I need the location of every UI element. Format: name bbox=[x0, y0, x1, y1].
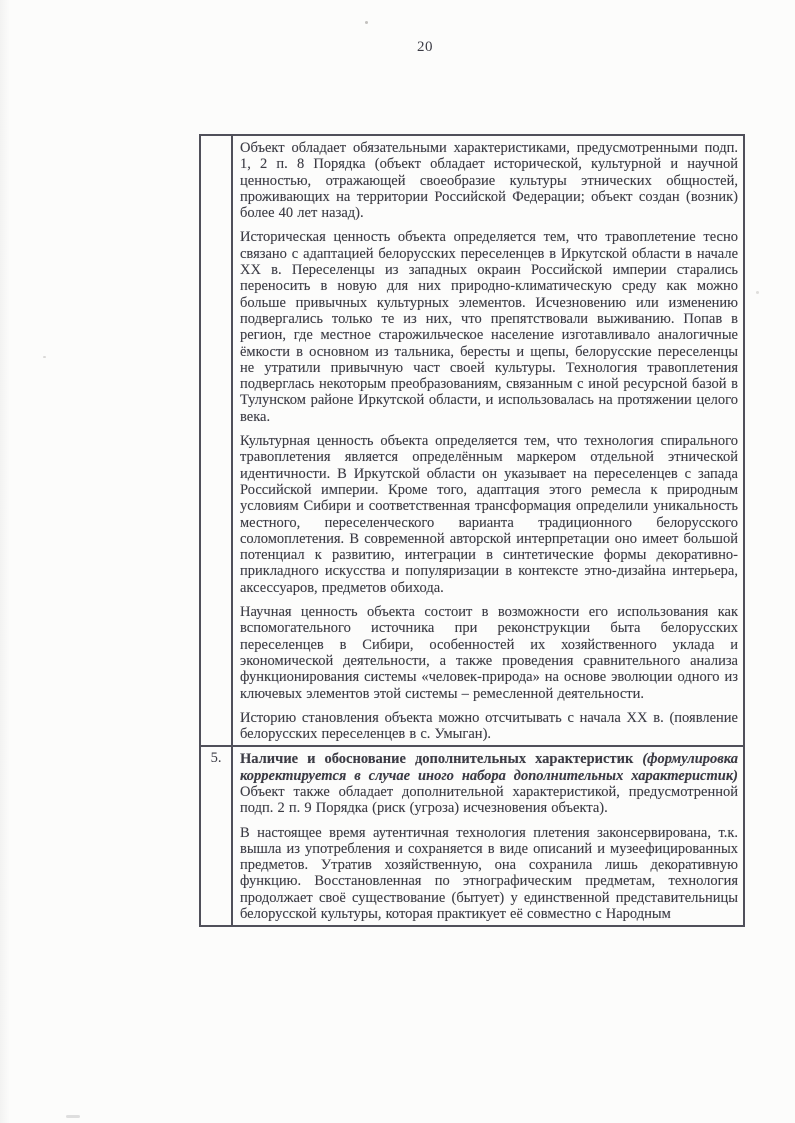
table-row-continuation bbox=[200, 135, 744, 746]
paragraph-history-start: Историю становления объекта можно отсчитывать с начала XX в. (появление белорусских переселенцев в с. Умыган). bbox=[240, 709, 738, 743]
scan-speck bbox=[43, 356, 46, 358]
paragraph-cultural-value: Культурная ценность объекта определяется тем, что технология спирального травоплетения является определённым маркером отдельной этнической идентичности. В Иркутской области он указывает на переселенцев с запада Российской империи. Кроме того, адаптация этого ремесла к природным условиям Сибири и соответственная трансформация определили уникальность местного, переселенческого варианта традиционного белорусского соломоплетения. В современной авторской интерпретации оно имеет большой потенциал к развитию, интеграции в синтетические формы декоративно-прикладного искусства и популяризации в контексте этно-дизайна интерьера, аксессуаров, предметов обихода. bbox=[240, 433, 738, 596]
paragraph-historical-value: Историческая ценность объекта определяется тем, что травоплетение тесно связано с адаптацией белорусских переселенцев в Иркутской области в начале XX в. Переселенцы из западных окраин Российской империи старались переносить в новую для них природно-климатическую среду как можно больше привычных культурных элементов. Исчезновению или изменению подвергались только те из них, что препятствовали выживанию. Попав в регион, где местное старожильческое население изготавливало аналогичные ёмкости в основном из тальника, бересты и щепы, белорусские переселенцы не утратили привычную част своей культуры. Технология травоплетения подверглась некоторым преобразованиям, связанным с иной ресурсной базой в Тулунском районе Иркутской области, и использовалась на протяжении целого века. bbox=[240, 229, 738, 425]
scan-speck bbox=[756, 291, 759, 294]
scan-speck bbox=[365, 21, 368, 24]
paragraph-scientific-value: Научная ценность объекта состоит в возможности его использования как вспомогательного источника при реконструкции быта белорусских переселенцев в Сибири, особенностей их хозяйственного уклада и экономической деятельности, а также проведения сравнительного анализа функционирования системы «человек-природа» на основе эволюции одного из ключевых элементов этой системы – ремесленной деятельности. bbox=[240, 604, 738, 702]
paragraph-technology-status: В настоящее время аутентичная технология плетения законсервирована, т.к. вышла из употребления и сохраняется в виде описаний и музеефицированных предметов. Утратив хозяйственную, она сохранила лишь декоративную функцию. Восстановленная по этнографическим предметам, технология продолжает своё существование (бытует) у единственной представительницы белорусской культуры, которая практикует её совместно с Народным bbox=[240, 824, 738, 923]
row-number-cell: 5. bbox=[200, 746, 232, 926]
paragraph-additional-characteristics bbox=[240, 751, 738, 816]
row-content-cell bbox=[232, 746, 744, 926]
section-heading-bold: Наличие и обоснование дополнительных характеристик bbox=[240, 751, 634, 768]
row-content-cell bbox=[232, 135, 744, 746]
content-table bbox=[199, 134, 745, 927]
page-number: 20 bbox=[417, 39, 433, 55]
scan-speck bbox=[66, 1115, 80, 1118]
paragraph-mandatory-characteristics: Объект обладает обязательными характеристиками, предусмотренными подп. 1, 2 п. 8 Порядка (объект обладает исторической, культурной и научной ценностью, отражающей своеобразие культуры этнических общностей, проживающих на территории Российской Федерации; объект создан (возник) более 40 лет назад). bbox=[240, 140, 738, 222]
section-heading-italic-note: (формулировка корректируется в случае иного набора дополнительных характеристик) bbox=[240, 751, 738, 784]
row-number-cell bbox=[200, 135, 232, 746]
section-lead-text: Объект также обладает дополнительной характеристикой, предусмотренной подп. 2 п. 9 Порядка (риск (угроза) исчезновения объекта). bbox=[240, 783, 738, 817]
table-row-5 bbox=[200, 746, 744, 926]
